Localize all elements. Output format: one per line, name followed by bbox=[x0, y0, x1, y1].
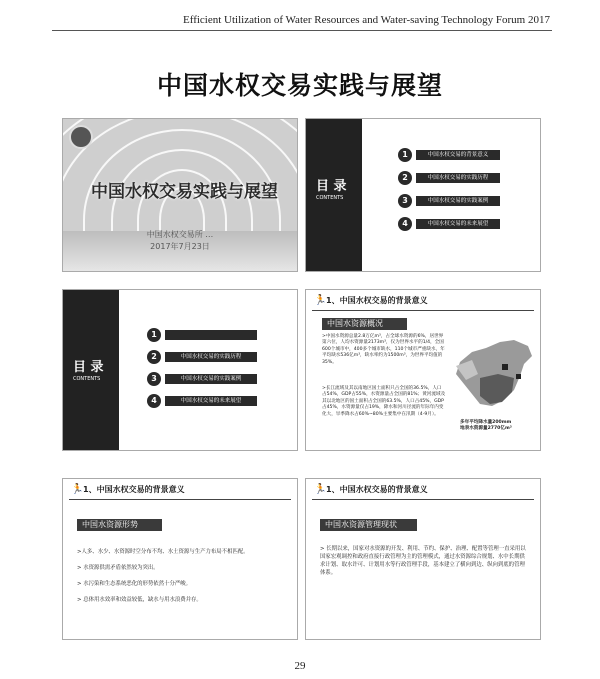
map-region bbox=[502, 364, 508, 370]
bullet-item: > 水资源供需矛盾依然较为突出。 bbox=[77, 565, 159, 571]
bullet-item: > 水污染和生态系统恶化的形势依然十分严峻。 bbox=[77, 581, 192, 587]
header-rule bbox=[52, 30, 552, 31]
china-map bbox=[450, 334, 536, 414]
toc-text bbox=[165, 330, 257, 340]
bullet-item: >人多、水少、水资源时空分布不均、水土资源与生产力布局不相匹配。 bbox=[77, 549, 249, 555]
contents-label-en: CONTENTS bbox=[316, 195, 344, 201]
toc-text: 中国水权交易的背景意义 bbox=[416, 150, 500, 160]
heading-rule bbox=[312, 310, 534, 311]
slide-water-situation bbox=[62, 478, 298, 640]
slide-heading: 🏃1、中国水权交易的背景意义 bbox=[71, 484, 185, 495]
map-region bbox=[516, 374, 521, 379]
slide-cover bbox=[62, 118, 298, 272]
toc-text: 中国水权交易的实践案例 bbox=[165, 374, 257, 384]
slide-heading: 🏃1、中国水权交易的背景意义 bbox=[314, 295, 428, 306]
page-title: 中国水权交易实践与展望 bbox=[156, 71, 443, 100]
section-bar: 中国水资源形势 bbox=[77, 519, 162, 531]
slide-water-overview bbox=[305, 289, 541, 451]
toc-number: 4 bbox=[398, 217, 412, 231]
map-south bbox=[480, 374, 514, 404]
cover-date: 2017年7月23日 bbox=[150, 242, 210, 251]
toc-number: 3 bbox=[147, 372, 161, 386]
slide-water-management bbox=[305, 478, 541, 640]
toc-text: 中国水权交易的实践案例 bbox=[416, 196, 500, 206]
map-caption: 多年平均降水量200mm 地表水资源量2770亿m³ bbox=[460, 420, 512, 431]
section-bar: 中国水资源概况 bbox=[322, 318, 407, 330]
journal-header: Efficient Utilization of Water Resources and Water-saving Technology Forum 2017 bbox=[183, 14, 550, 26]
runner-icon: 🏃 bbox=[314, 295, 327, 306]
heading-rule bbox=[69, 499, 291, 500]
toc-number: 2 bbox=[398, 171, 412, 185]
section-bar: 中国水资源管理现状 bbox=[320, 519, 417, 531]
contents-label-en: CONTENTS bbox=[73, 376, 101, 382]
bullet-item: > 总体用水效率和效益较低，缺水与用水浪费并存。 bbox=[77, 597, 202, 603]
overview-para-1: >中国水资源总量2.8万亿m³，占全球水资源的6%，居世界第六位，人均水资源量2173m³，仅为世界水平的1/4，全国600个城市中，400多个城市缺水，110个城市严重缺水，年平均缺水536亿m³，缺水率约为1500m³，为世界平均值的35%。 bbox=[322, 334, 445, 365]
toc-number: 1 bbox=[147, 328, 161, 342]
toc-number: 2 bbox=[147, 350, 161, 364]
runner-icon: 🏃 bbox=[314, 484, 327, 495]
contents-label: 目 录 bbox=[316, 179, 347, 194]
logo-icon bbox=[69, 125, 93, 149]
toc-text: 中国水权交易的实践历程 bbox=[416, 173, 500, 183]
toc-number: 4 bbox=[147, 394, 161, 408]
toc-number: 1 bbox=[398, 148, 412, 162]
overview-para-2: >长江流域及其以南地区国土面积只占全国的36.5%，人口占54%，GDP占55%，水资源量占全国的81%；黄河流域及其以北地区的国土面积占全国的63.5%，人口占45%，GDP占45%，水资源量仅占19%，降水和河川径流的年际年内变化大，旱季降水占60%~80%主要集中在汛期（4-9月）。 bbox=[322, 386, 446, 417]
toc-number: 3 bbox=[398, 194, 412, 208]
cover-org: 中国水权交易所 … bbox=[146, 230, 214, 239]
cover-title: 中国水权交易实践与展望 bbox=[91, 182, 278, 202]
slide-heading: 🏃1、中国水权交易的背景意义 bbox=[314, 484, 428, 495]
runner-icon: 🏃 bbox=[71, 484, 84, 495]
contents-label: 目 录 bbox=[73, 360, 104, 375]
slide-contents bbox=[305, 118, 541, 272]
toc-text: 中国水权交易的实践历程 bbox=[165, 352, 257, 362]
page-number: 29 bbox=[294, 660, 306, 672]
heading-rule bbox=[312, 499, 534, 500]
management-para: > 长期以来，国家对水资源的开发、利用、节约、保护、治理、配置等管理一直采用以国家宏观调控和政府直接行政管理为主的管理模式，通过水资源综合规划、水中长期供求计划、取水许可、计划用水等行政管理手段，基本建立了横向到边、纵向到底的管理体系。 bbox=[320, 546, 526, 576]
toc-text: 中国水权交易的未来展望 bbox=[416, 219, 500, 229]
toc-text: 中国水权交易的未来展望 bbox=[165, 396, 257, 406]
slide-contents-2 bbox=[62, 289, 298, 451]
